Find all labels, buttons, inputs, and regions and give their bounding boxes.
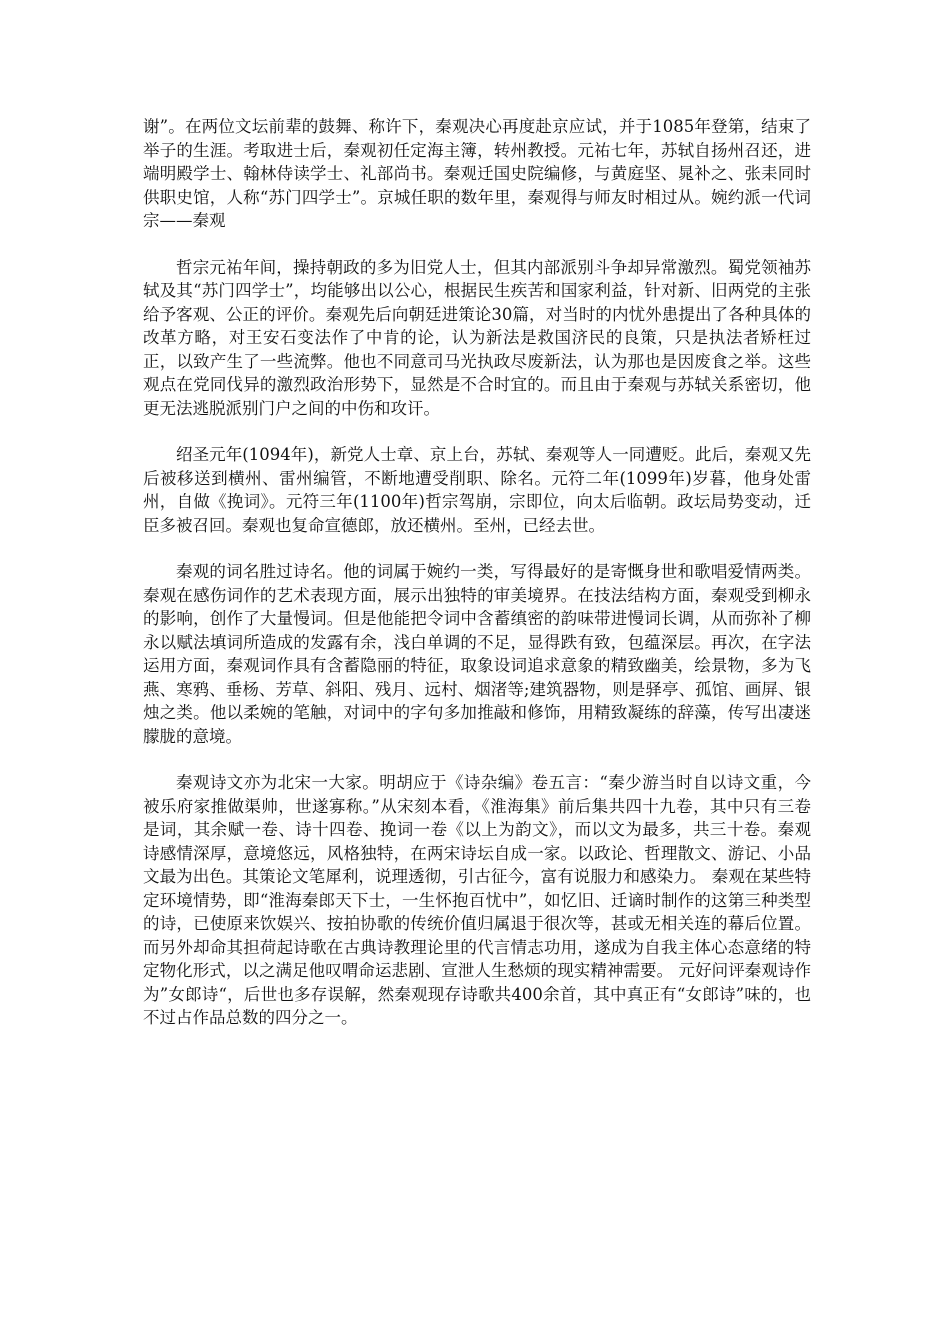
paragraph-4: 秦观的词名胜过诗名。他的词属于婉约一类，写得最好的是寄慨身世和歌唱爱情两类。秦观在感伤词作的艺术表现方面，展示出独特的审美境界。在技法结构方面，秦观受到柳永的影响，创作了大量慢词。但是他能把令词中含蓄缜密的韵味带进慢词长调，从而弥补了柳永以赋法填词所造成的发露有余，浅白单调的不足，显得跌有致，包蕴深层。再次，在字法运用方面，秦观词作具有含蓄隐丽的特征，取象设词追求意象的精致幽美，绘景物，多为飞燕、寒鸦、垂杨、芳草、斜阳、残月、远村、烟渚等;建筑器物，则是驿亭、孤馆、画屏、银烛之类。他以柔婉的笔触，对词中的字句多加推敲和修饰，用精致凝练的辞藻，传写出凄迷朦胧的意境。 <box>143 562 811 746</box>
document-body <box>143 115 811 1053</box>
paragraph-1: 谢”。在两位文坛前辈的鼓舞、称许下，秦观决心再度赴京应试，并于1085年登第，结束了举子的生涯。考取进士后，秦观初任定海主簿，转州教授。元祐七年，苏轼自扬州召还，进端明殿学士、翰林侍读学士、礼部尚书。秦观迁国史院编修，与黄庭坚、晁补之、张耒同时供职史馆，人称“苏门四学士”。京城任职的数年里，秦观得与师友时相过从。婉约派一代词宗——秦观 <box>143 117 811 230</box>
paragraph-5: 秦观诗文亦为北宋一大家。明胡应于《诗杂编》卷五言：“秦少游当时自以诗文重，今被乐府家推做渠帅，世遂寡称。”从宋刻本看，《淮海集》前后集共四十九卷，其中只有三卷是词，其余赋一卷、诗十四卷、挽词一卷《以上为韵文》，而以文为最多，共三十卷。秦观诗感情深厚，意境悠远，风格独特，在两宋诗坛自成一家。以政论、哲理散文、游记、小品文最为出色。其策论文笔犀利，说理透彻，引古征今，富有说服力和感染力。 秦观在某些特定环境情势，即“淮海秦郎天下士，一生怀抱百忧中”，如忆旧、迁谪时制作的这第三种类型的诗，已使原来饮娱兴、按拍协歌的传统价值归属退于很次等，甚或无相关连的幕后位置。而另外却命其担荷起诗歌在古典诗教理论里的代言情志功用，遂成为自我主体心态意绪的特定物化形式，以之满足他叹喟命运悲剧、宣泄人生愁烦的现实精神需要。 元好问评秦观诗作为”女郎诗“，后世也多存误解，然秦观现存诗歌共400余首，其中真正有“女郎诗”味的，也不过占作品总数的四分之一。 <box>143 773 811 1027</box>
paragraph-3: 绍圣元年(1094年)，新党人士章、京上台，苏轼、秦观等人一同遭贬。此后，秦观又先后被移送到横州、雷州编管，不断地遭受削职、除名。元符二年(1099年)岁暮，他身处雷州，自做《挽词》。元符三年(1100年)哲宗驾崩，宗即位，向太后临朝。政坛局势变动，迁臣多被召回。秦观也复命宣德郎，放还横州。至州，已经去世。 <box>143 445 811 535</box>
paragraph-2: 哲宗元祐年间，操持朝政的多为旧党人士，但其内部派别斗争却异常激烈。蜀党领袖苏轼及其“苏门四学士”，均能够出以公心，根据民生疾苦和国家利益，针对新、旧两党的主张给予客观、公正的评价。秦观先后向朝廷进策论30篇，对当时的内忧外患提出了各种具体的改革方略，对王安石变法作了中肯的论，认为新法是救国济民的良策，只是执法者矫枉过正，以致产生了一些流弊。他也不同意司马光执政尽废新法，认为那也是因废食之举。这些观点在党同伐异的激烈政治形势下，显然是不合时宜的。而且由于秦观与苏轼关系密切，他更无法逃脱派别门户之间的中伤和攻讦。 <box>143 257 811 418</box>
